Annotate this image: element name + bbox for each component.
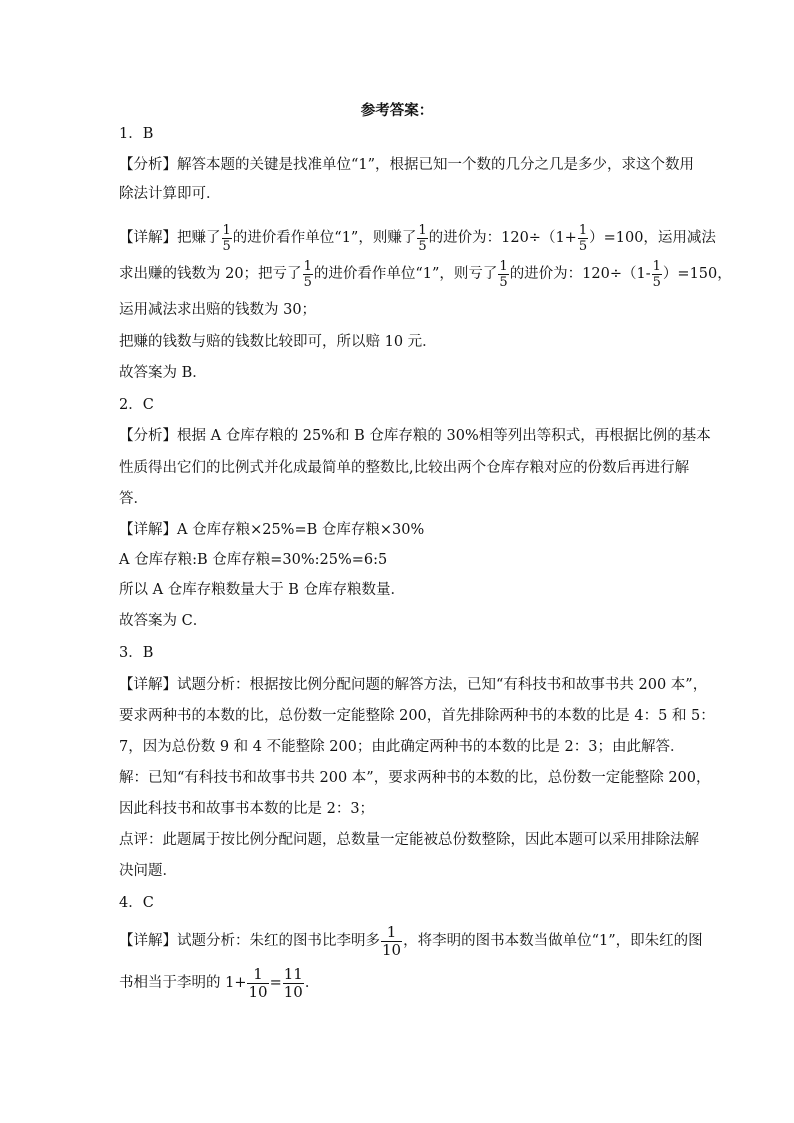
fraction-one-fifth: $\frac{1}{5}$ — [499, 258, 508, 290]
q3-line-4: 解：已知“有科技书和故事书共 200 本”，要求两种书的本数的比，总份数一定能整除 200， — [119, 770, 711, 786]
q1-answer: 故答案为 B． — [119, 365, 207, 381]
q1-detail-line2: 求出赚的钱数为 20；把亏了 $\frac{1}{5}$ 的进价看作单位“1”，则亏了 $\frac{1}{5}$ 的进价为：120÷（1- $\frac{1}{5}$ ）=150， — [119, 258, 732, 290]
q2-detail-3: 所以 A 仓库存粮数量大于 B 仓库存粮数量． — [119, 582, 406, 598]
fraction-eleven-tenths: $\frac{11}{10}$ — [283, 964, 303, 1001]
q2-number: 2．C — [119, 397, 154, 413]
q3-line-6: 点评：此题属于按比例分配问题，总数量一定能被总份数整除，因此本题可以采用排除法解 — [119, 832, 699, 848]
q3-number: 3．B — [119, 645, 154, 661]
q1-detail-line1: 【详解】把赚了 $\frac{1}{5}$ 的进价看作单位“1”，则赚了 $\frac{1}{5}$ 的进价为：120÷（1+ $\frac{1}{5}$ ）=100，运用减法 — [119, 222, 716, 254]
fraction-one-tenth: $\frac{1}{10}$ — [248, 964, 268, 1001]
q4-line-2: 书相当于李明的 1+ $\frac{1}{10}$ = $\frac{11}{10}$ ． — [119, 964, 320, 1001]
page-title: 参考答案： — [360, 102, 434, 119]
fraction-one-fifth: $\frac{1}{5}$ — [652, 258, 661, 290]
q1-analysis-cont: 除法计算即可． — [119, 186, 221, 202]
q1-analysis: 【分析】解答本题的关键是找准单位“1”，根据已知一个数的几分之几是多少，求这个数用 — [119, 157, 695, 173]
q2-analysis-1: 【分析】根据 A 仓库存粮的 25%和 B 仓库存粮的 30%相等列出等积式，再根据比例的基本 — [119, 428, 711, 444]
q2-analysis-2: 性质得出它们的比例式并化成最简单的整数比,比较出两个仓库存粮对应的份数后再进行解 — [119, 460, 690, 476]
q1-detail-line4: 把赚的钱数与赔的钱数比较即可，所以赔 10 元． — [119, 334, 437, 350]
q4-line-1: 【详解】试题分析：朱红的图书比李明多 $\frac{1}{10}$ ，将李明的图书本数当做单位“1”，即朱红的图 — [119, 922, 703, 959]
fraction-one-fifth: $\frac{1}{5}$ — [418, 222, 427, 254]
fraction-one-fifth: $\frac{1}{5}$ — [578, 222, 588, 254]
q1-number: 1．B — [119, 126, 154, 142]
fraction-one-tenth: $\frac{1}{10}$ — [382, 922, 402, 959]
q2-analysis-3: 答． — [119, 491, 148, 507]
q3-line-2: 要求两种书的本数的比，总份数一定能整除 200，首先排除两种书的本数的比是 4：5 和 5： — [119, 708, 715, 724]
q2-detail-2: A 仓库存粮:B 仓库存粮=30%:25%=6:5 — [119, 552, 388, 568]
q1-detail-line3: 运用减法求出赔的钱数为 30； — [119, 302, 317, 318]
q2-detail-1: 【详解】A 仓库存粮×25%=B 仓库存粮×30% — [119, 522, 425, 538]
q3-line-7: 决问题． — [119, 863, 177, 879]
q4-number: 4．C — [119, 895, 154, 911]
q3-line-1: 【详解】试题分析：根据按比例分配问题的解答方法，已知“有科技书和故事书共 200 本”， — [119, 677, 708, 693]
q2-answer: 故答案为 C． — [119, 613, 208, 629]
q3-line-3: 7，因为总份数 9 和 4 不能整除 200；由此确定两种书的本数的比是 2：3；由此解答． — [119, 739, 685, 755]
fraction-one-fifth: $\frac{1}{5}$ — [222, 222, 231, 254]
fraction-one-fifth: $\frac{1}{5}$ — [303, 258, 312, 290]
q1-detail-text: 【详解】把赚了 — [119, 230, 221, 246]
q3-line-5: 因此科技书和故事书本数的比是 2：3； — [119, 801, 375, 817]
